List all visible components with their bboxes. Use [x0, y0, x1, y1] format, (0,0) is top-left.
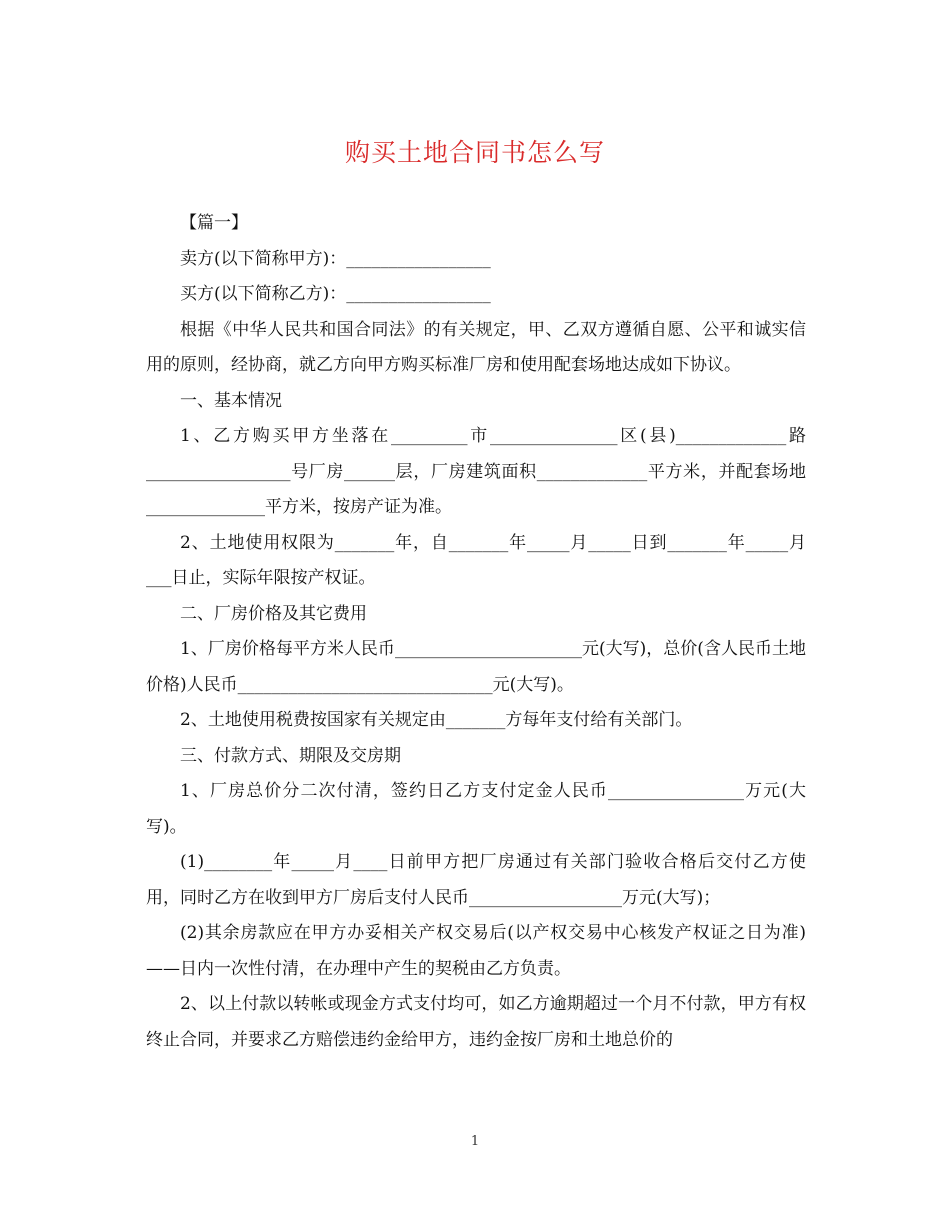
section-heading: 【篇一】 [180, 213, 248, 233]
clause-payment-2: (2)其余房款应在甲方办妥相关产权交易后(以产权交易中心核发产权证之日为准)——日内一次性付清，在办理中产生的契税由乙方负责。 [146, 923, 806, 979]
document-body [146, 206, 806, 1058]
section-payment: 三、付款方式、期限及交房期 [180, 745, 401, 766]
buyer-line: 买方(以下简称乙方)：_________________ [180, 284, 491, 304]
clause-location: 1、乙方购买甲方坐落在_________市_______________区(县)_____________路_________________号厂房______层，厂房建筑面积_____________平方米，并配套场地______________平方米，按房产证为准。 [146, 426, 806, 517]
section-price: 二、厂房价格及其它费用 [180, 603, 367, 624]
document-title: 购买土地合同书怎么写 [344, 138, 605, 167]
clause-payment-method: 2、以上付款以转帐或现金方式支付均可，如乙方逾期超过一个月不付款，甲方有权终止合同，并要求乙方赔偿违约金给甲方，违约金按厂房和土地总价的 [146, 994, 806, 1050]
section-basic-info: 一、基本情况 [180, 390, 282, 411]
clause-price: 1、厂房价格每平方米人民币______________________元(大写)，总价(含人民币土地价格)人民币______________________________元(大写)。 [146, 639, 806, 695]
clause-deposit: 1、厂房总价分二次付清，签约日乙方支付定金人民币________________万元(大写)。 [146, 781, 806, 837]
page-number: 1 [470, 1134, 480, 1149]
clause-land-term: 2、土地使用权限为_______年，自_______年_____月_____日到_______年_____月___日止，实际年限按产权证。 [146, 532, 806, 588]
clause-land-tax: 2、土地使用税费按国家有关规定由_______方每年支付给有关部门。 [180, 710, 693, 730]
seller-line: 卖方(以下简称甲方)：_________________ [180, 248, 491, 269]
clause-payment-1: (1)________年_____月____日前甲方把厂房通过有关部门验收合格后交付乙方使用，同时乙方在收到甲方厂房后支付人民币__________________万元(大写)； [146, 852, 806, 908]
preamble-paragraph: 根据《中华人民共和国合同法》的有关规定，甲、乙双方遵循自愿、公平和诚实信用的原则，经协商，就乙方向甲方购买标准厂房和使用配套场地达成如下协议。 [146, 319, 806, 375]
